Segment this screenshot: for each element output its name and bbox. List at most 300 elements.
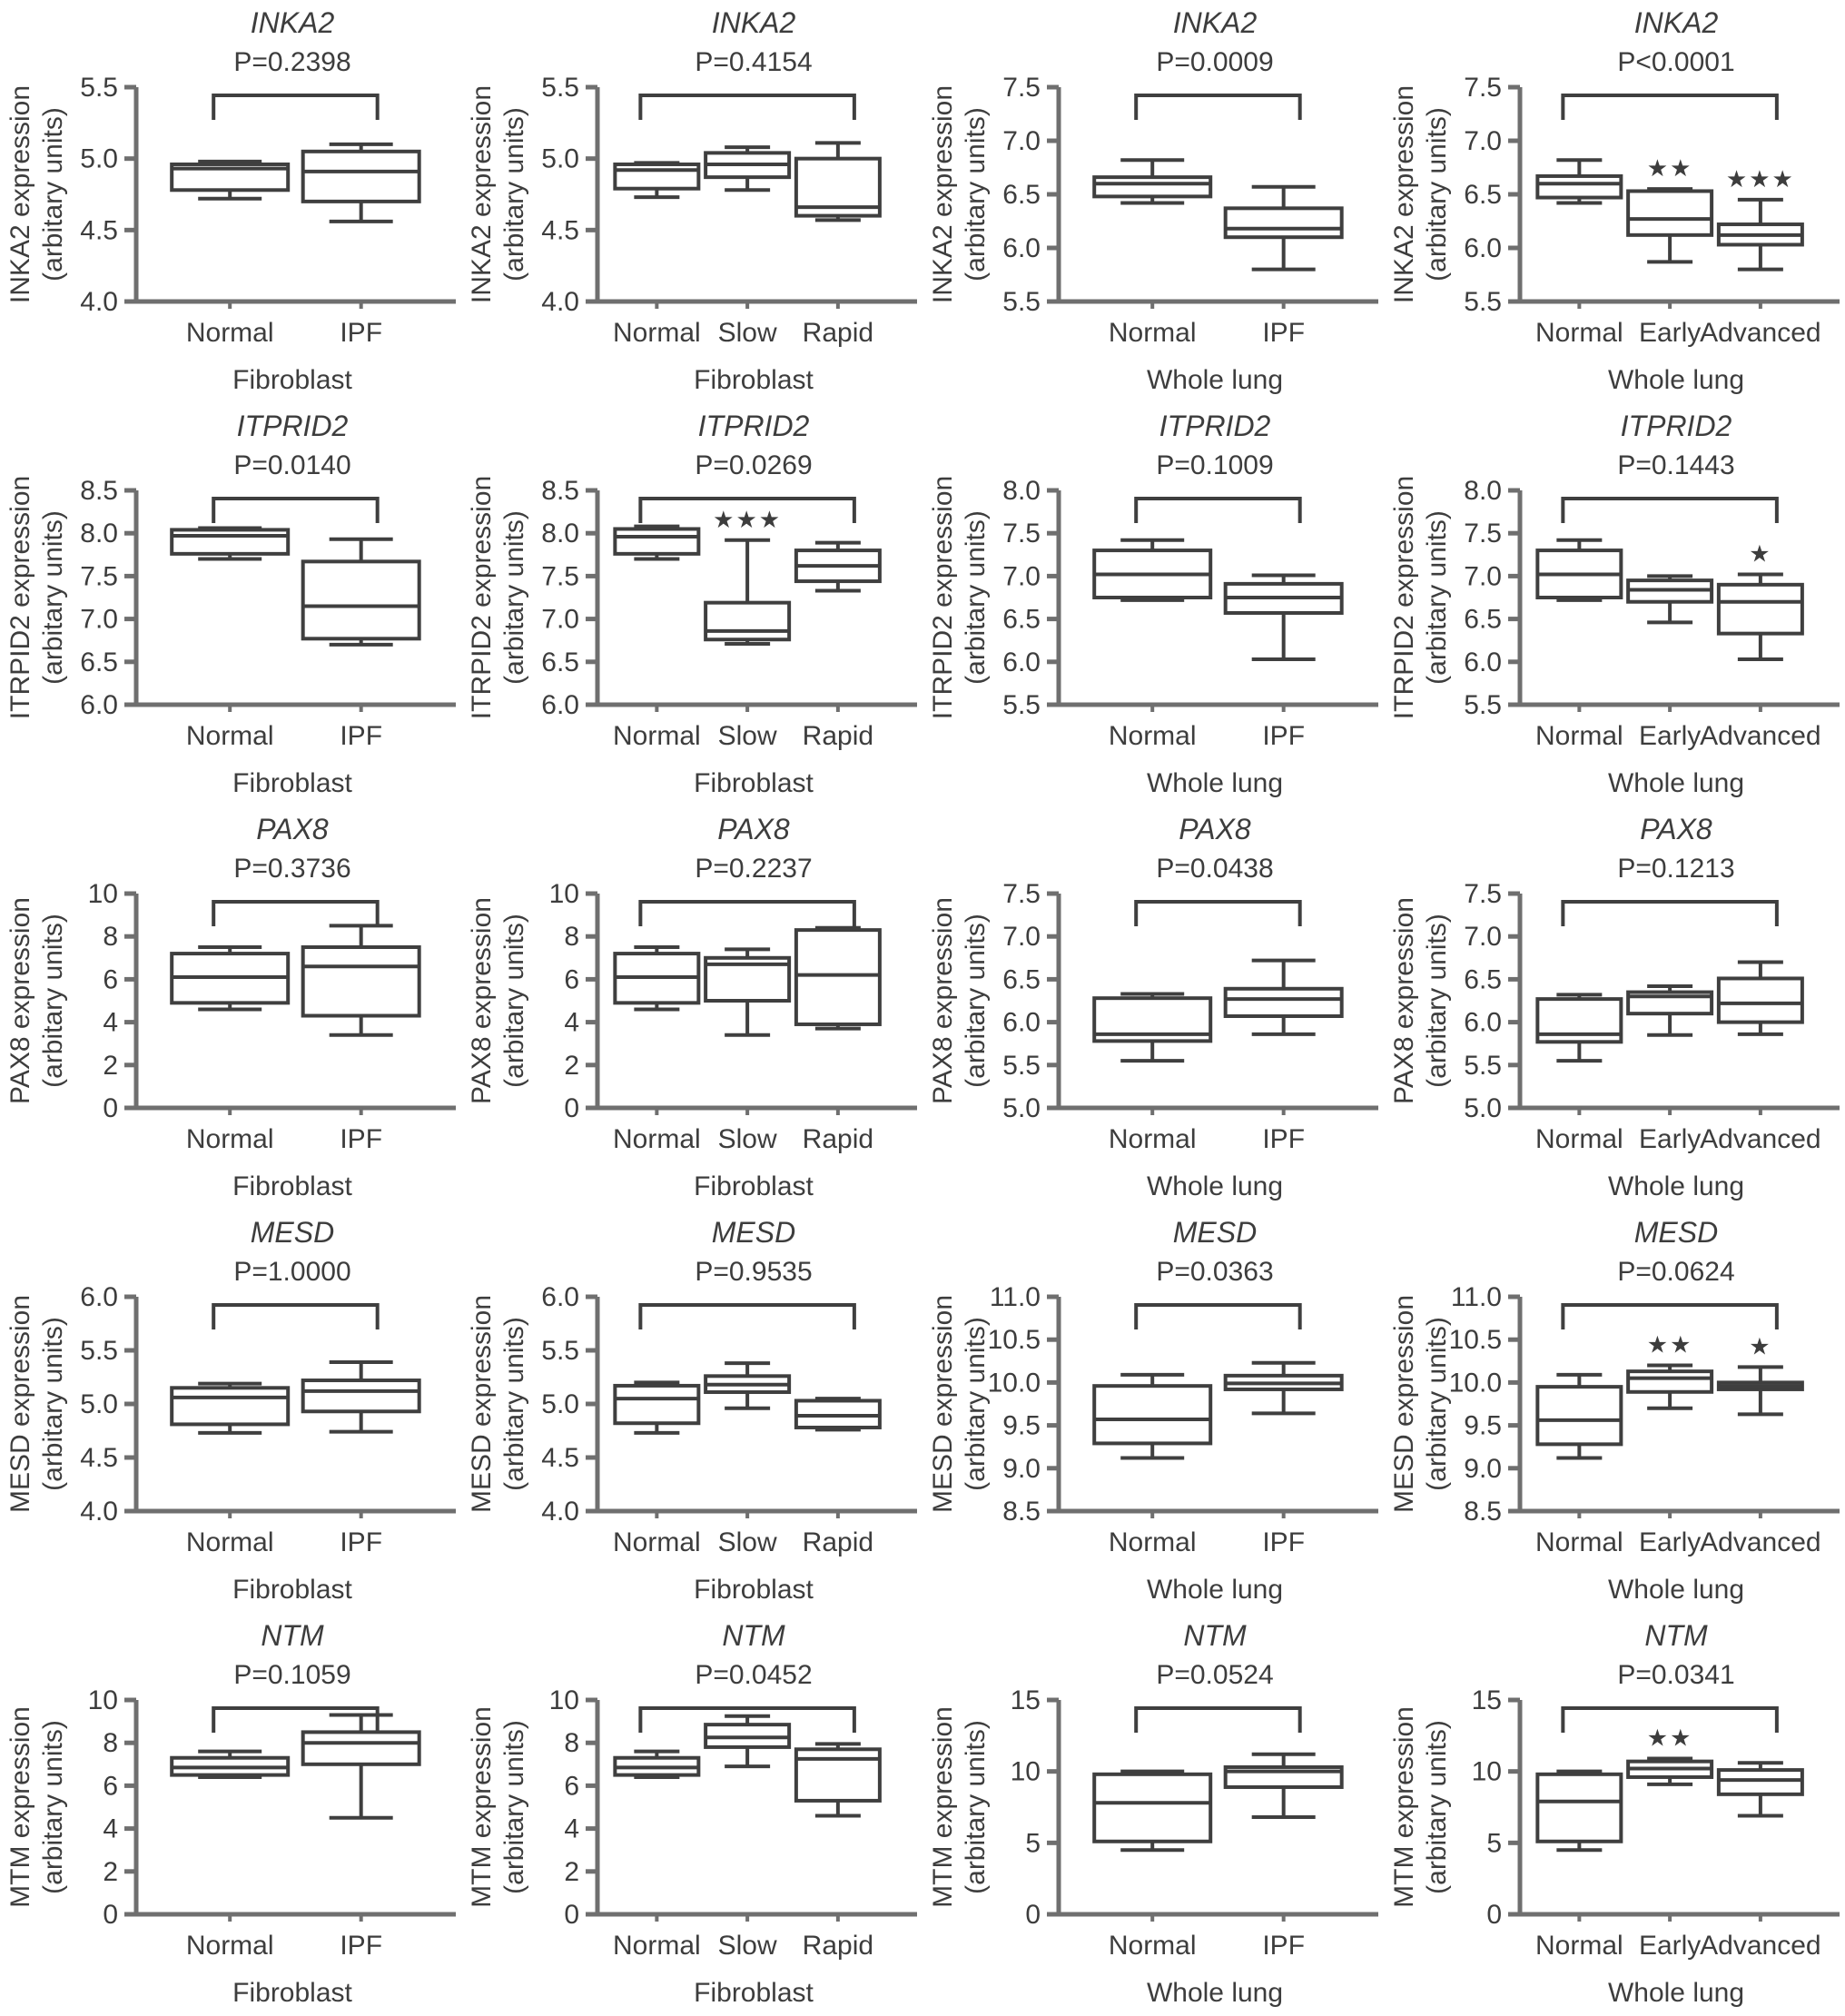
box-group-normal [1537, 1375, 1621, 1458]
group-label: Whole lung [1146, 768, 1284, 798]
y-axis-label: MTM expression [467, 1706, 497, 1908]
box-group-normal [1094, 1375, 1210, 1458]
significance-bracket [213, 1708, 377, 1733]
category-label: Normal [1108, 318, 1197, 348]
y-tick-label: 7.0 [1002, 126, 1041, 156]
category-label: IPF [340, 1527, 383, 1557]
group-label: Fibroblast [694, 1575, 814, 1605]
group-label: Fibroblast [232, 365, 352, 395]
p-value-label: P=0.0341 [1617, 1660, 1735, 1690]
category-label: Normal [185, 721, 274, 751]
y-tick-label: 10.0 [1448, 1368, 1502, 1398]
panel-mesd-whole-lung-15 [1384, 1210, 1845, 1613]
y-tick-label: 6.5 [1464, 604, 1502, 635]
y-tick-label: 10.5 [1448, 1325, 1502, 1356]
significance-bracket [213, 95, 377, 120]
y-tick-label: 6.5 [541, 647, 579, 677]
y-tick-label: 7.5 [1464, 879, 1502, 909]
y-axis-units-label: (arbitary units) [961, 107, 991, 282]
y-axis-units-label: (arbitary units) [38, 510, 68, 685]
y-axis-label: MESD expression [5, 1294, 35, 1514]
y-tick-label: 6.5 [80, 647, 118, 677]
group-label: Fibroblast [694, 768, 814, 798]
y-tick-label: 8.5 [80, 476, 118, 506]
category-label: Advanced [1700, 1527, 1821, 1557]
box-iqr [1719, 585, 1802, 634]
box-group-normal [615, 163, 698, 197]
y-tick-label: 10 [87, 879, 118, 909]
significance-stars: ★★ [1646, 1724, 1693, 1752]
box-group-normal [1094, 1772, 1210, 1851]
group-label: Whole lung [1146, 1978, 1284, 2008]
box-group-slow [705, 506, 789, 644]
box-group-normal [615, 527, 698, 559]
y-tick-label: 4.5 [80, 215, 118, 246]
box-group-slow [705, 1363, 789, 1408]
y-axis-label: MESD expression [467, 1294, 497, 1514]
category-label: Normal [1108, 1124, 1197, 1154]
y-tick-label: 0 [564, 1093, 579, 1123]
category-label: Rapid [802, 318, 874, 348]
y-tick-label: 7.5 [1002, 519, 1041, 549]
category-label: Advanced [1700, 1931, 1821, 1961]
panel-inka2-whole-lung-3 [1384, 0, 1845, 403]
y-tick-label: 10 [1010, 1756, 1041, 1787]
boxplot-svg [922, 806, 1384, 1210]
y-tick-label: 4.0 [541, 287, 579, 317]
box-iqr [1719, 978, 1802, 1022]
boxplot-svg [0, 806, 461, 1210]
category-label: Advanced [1700, 318, 1821, 348]
group-label: Fibroblast [232, 1171, 352, 1201]
y-tick-label: 5.0 [1002, 1093, 1041, 1123]
category-label: Normal [1108, 1527, 1197, 1557]
y-axis-label: INKA2 expression [928, 84, 958, 304]
box-group-normal [615, 947, 698, 1009]
y-tick-label: 7.0 [1464, 561, 1502, 592]
category-label: Normal [185, 318, 274, 348]
plot-title: ITPRID2 [236, 410, 349, 442]
box-group-advanced [1719, 1332, 1802, 1414]
category-label: Normal [613, 1124, 701, 1154]
p-value-label: P=0.9535 [695, 1257, 813, 1287]
significance-stars: ★ [1749, 1332, 1772, 1360]
y-tick-label: 8 [564, 922, 579, 953]
box-group-normal [1537, 994, 1621, 1061]
panel-ntm-whole-lung-19 [1384, 1613, 1845, 2016]
p-value-label: P=0.1443 [1617, 450, 1735, 480]
significance-bracket [1563, 902, 1777, 926]
y-tick-label: 10 [548, 879, 579, 909]
significance-bracket [213, 902, 377, 926]
box-group-normal [172, 162, 288, 199]
significance-bracket [213, 1305, 377, 1329]
y-tick-label: 6 [103, 1771, 118, 1802]
group-label: Fibroblast [232, 1575, 352, 1605]
y-axis-units-label: (arbitary units) [961, 1720, 991, 1894]
box-group-normal [172, 947, 288, 1009]
y-tick-label: 4 [103, 1813, 118, 1844]
category-label: Slow [717, 721, 777, 751]
box-iqr [705, 603, 789, 640]
panel-inka2-fibroblast-0 [0, 0, 461, 403]
category-label: Normal [1108, 721, 1197, 751]
boxplot-svg [461, 806, 922, 1210]
y-tick-label: 8.0 [1002, 476, 1041, 506]
y-tick-label: 6.5 [1002, 964, 1041, 995]
y-tick-label: 4.0 [80, 1497, 118, 1527]
category-label: Advanced [1700, 721, 1821, 751]
plot-title: MESD [1172, 1216, 1258, 1249]
y-tick-label: 7.5 [1002, 879, 1041, 909]
y-axis-label: INKA2 expression [467, 84, 497, 304]
box-group-ipf [1226, 187, 1342, 270]
boxplot-svg [461, 403, 922, 806]
y-axis-label: MESD expression [1389, 1294, 1419, 1514]
group-label: Whole lung [1607, 1575, 1745, 1605]
panel-pax8-whole-lung-10 [922, 806, 1384, 1210]
category-label: IPF [1262, 1931, 1306, 1961]
y-tick-label: 5.0 [541, 1389, 579, 1419]
y-tick-label: 15 [1471, 1685, 1502, 1715]
panel-mesd-fibroblast-12 [0, 1210, 461, 1613]
boxplot-svg [1384, 0, 1845, 403]
y-axis-label: PAX8 expression [928, 897, 958, 1104]
y-axis-units-label: (arbitary units) [961, 914, 991, 1088]
y-tick-label: 2 [103, 1050, 118, 1081]
box-iqr [1628, 191, 1712, 234]
y-tick-label: 6 [103, 964, 118, 995]
category-label: Normal [1108, 1931, 1197, 1961]
y-tick-label: 8.5 [1002, 1497, 1041, 1527]
p-value-label: P=0.2237 [695, 854, 813, 884]
y-axis-label: ITRPID2 expression [467, 475, 497, 720]
y-axis-units-label: (arbitary units) [499, 1317, 529, 1491]
box-group-normal [615, 1752, 698, 1777]
box-group-normal [1537, 1772, 1621, 1851]
significance-stars: ★★ [1646, 1330, 1693, 1359]
panel-itprid2-fibroblast-5 [461, 403, 922, 806]
y-tick-label: 6.0 [1002, 1007, 1041, 1038]
group-label: Fibroblast [694, 1171, 814, 1201]
category-label: Rapid [802, 1527, 874, 1557]
box-iqr [796, 1749, 880, 1801]
box-group-ipf [1226, 1363, 1342, 1414]
box-group-ipf [303, 539, 419, 645]
y-tick-label: 6.0 [1002, 647, 1041, 677]
box-group-ipf [303, 925, 419, 1034]
category-label: IPF [1262, 1124, 1306, 1154]
p-value-label: P=0.0140 [233, 450, 351, 480]
y-tick-label: 4 [103, 1007, 118, 1038]
group-label: Whole lung [1607, 1171, 1745, 1201]
y-tick-label: 5.0 [1464, 1093, 1502, 1123]
box-group-ipf [1226, 961, 1342, 1034]
y-tick-label: 7.0 [541, 604, 579, 635]
significance-bracket [1563, 499, 1777, 523]
significance-bracket [1136, 499, 1299, 523]
plot-title: NTM [1183, 1619, 1247, 1652]
y-axis-label: MESD expression [928, 1294, 958, 1514]
plot-title: PAX8 [1640, 813, 1712, 845]
category-label: Early [1638, 721, 1702, 751]
plot-title: PAX8 [717, 813, 790, 845]
box-group-advanced [1719, 1763, 1802, 1815]
y-tick-label: 6 [564, 1771, 579, 1802]
box-group-ipf [303, 144, 419, 222]
box-group-early [1628, 576, 1712, 622]
y-tick-label: 8.0 [1464, 476, 1502, 506]
box-iqr [1537, 1387, 1621, 1444]
group-label: Fibroblast [232, 768, 352, 798]
boxplot-svg [922, 0, 1384, 403]
significance-bracket [1563, 95, 1777, 120]
box-group-early [1628, 154, 1712, 262]
box-iqr [1094, 177, 1210, 196]
y-axis-units-label: (arbitary units) [499, 1720, 529, 1894]
y-tick-label: 5.5 [1002, 1050, 1041, 1081]
p-value-label: P=0.4154 [695, 47, 813, 77]
significance-bracket [213, 499, 377, 523]
p-value-label: P=0.0363 [1156, 1257, 1274, 1287]
y-axis-label: PAX8 expression [1389, 897, 1419, 1104]
box-group-rapid [796, 928, 880, 1029]
y-tick-label: 4 [564, 1007, 579, 1038]
y-tick-label: 6.0 [80, 690, 118, 720]
category-label: Early [1638, 1124, 1702, 1154]
y-tick-label: 6.0 [541, 1282, 579, 1312]
y-axis-units-label: (arbitary units) [1422, 914, 1452, 1088]
y-tick-label: 6.5 [1464, 964, 1502, 995]
y-axis-label: PAX8 expression [5, 897, 35, 1104]
y-tick-label: 5.5 [80, 1336, 118, 1366]
y-axis-units-label: (arbitary units) [499, 107, 529, 282]
p-value-label: P=0.0269 [695, 450, 813, 480]
p-value-label: P=0.0524 [1156, 1660, 1274, 1690]
box-group-rapid [796, 1398, 880, 1429]
significance-bracket [1563, 1305, 1777, 1329]
box-iqr [615, 1386, 698, 1423]
significance-stars: ★★ [1646, 154, 1693, 183]
p-value-label: P=0.2398 [233, 47, 351, 77]
category-label: Normal [1535, 1931, 1623, 1961]
y-tick-label: 4.0 [80, 287, 118, 317]
boxplot-svg [1384, 1613, 1845, 2016]
category-label: Normal [1535, 721, 1623, 751]
y-tick-label: 8.0 [541, 519, 579, 549]
category-label: IPF [1262, 1527, 1306, 1557]
category-label: Normal [1535, 318, 1623, 348]
p-value-label: P=0.0452 [695, 1660, 813, 1690]
y-axis-units-label: (arbitary units) [499, 510, 529, 685]
y-axis-label: MTM expression [5, 1706, 35, 1908]
y-axis-units-label: (arbitary units) [1422, 1720, 1452, 1894]
y-tick-label: 5.5 [80, 73, 118, 103]
box-group-advanced [1719, 540, 1802, 659]
boxplot-svg [1384, 1210, 1845, 1613]
group-label: Whole lung [1607, 1978, 1745, 2008]
y-tick-label: 0 [1025, 1900, 1041, 1930]
category-label: Early [1638, 318, 1702, 348]
boxplot-svg [461, 0, 922, 403]
box-iqr [172, 529, 288, 553]
box-iqr [796, 930, 880, 1024]
box-iqr [1226, 208, 1342, 237]
y-tick-label: 0 [1486, 1900, 1502, 1930]
y-tick-label: 8 [103, 922, 118, 953]
box-group-ipf [1226, 1754, 1342, 1817]
boxplot-svg [922, 403, 1384, 806]
y-tick-label: 7.5 [1464, 73, 1502, 103]
y-tick-label: 7.0 [1002, 922, 1041, 953]
y-tick-label: 6.5 [1002, 180, 1041, 210]
boxplot-svg [922, 1613, 1384, 2016]
category-label: Slow [717, 1527, 777, 1557]
box-iqr [303, 1380, 419, 1411]
plot-title: PAX8 [1179, 813, 1251, 845]
y-tick-label: 5.5 [1002, 287, 1041, 317]
box-group-rapid [796, 543, 880, 591]
panel-mesd-fibroblast-13 [461, 1210, 922, 1613]
y-tick-label: 7.0 [80, 604, 118, 635]
boxplot-svg [0, 1210, 461, 1613]
significance-bracket [1136, 1305, 1299, 1329]
y-axis-units-label: (arbitary units) [38, 914, 68, 1088]
plot-title: ITPRID2 [697, 410, 810, 442]
y-tick-label: 8.5 [541, 476, 579, 506]
boxplot-svg [922, 1210, 1384, 1613]
y-tick-label: 6.0 [541, 690, 579, 720]
box-iqr [303, 152, 419, 202]
group-label: Whole lung [1607, 365, 1745, 395]
plot-title: ITPRID2 [1159, 410, 1271, 442]
category-label: Slow [717, 318, 777, 348]
category-label: Slow [717, 1124, 777, 1154]
y-tick-label: 4.0 [541, 1497, 579, 1527]
y-axis-label: ITRPID2 expression [928, 475, 958, 720]
panel-ntm-whole-lung-18 [922, 1613, 1384, 2016]
box-iqr [1537, 1774, 1621, 1842]
y-axis-label: INKA2 expression [1389, 84, 1419, 304]
y-axis-label: ITRPID2 expression [5, 475, 35, 720]
significance-stars: ★★★ [1725, 164, 1795, 193]
category-label: Rapid [802, 1931, 874, 1961]
y-axis-label: INKA2 expression [5, 84, 35, 304]
box-group-normal [1537, 540, 1621, 600]
y-tick-label: 0 [564, 1900, 579, 1930]
box-group-early [1628, 1331, 1712, 1408]
p-value-label: P=0.3736 [233, 854, 351, 884]
box-iqr [615, 164, 698, 189]
box-group-slow [705, 949, 789, 1034]
category-label: Normal [185, 1931, 274, 1961]
boxplot-svg [1384, 403, 1845, 806]
group-label: Fibroblast [232, 1978, 352, 2008]
significance-bracket [1136, 902, 1299, 926]
box-iqr [1094, 1774, 1210, 1842]
plot-title: NTM [261, 1619, 324, 1652]
y-tick-label: 8 [103, 1728, 118, 1759]
category-label: Normal [613, 318, 701, 348]
category-label: Advanced [1700, 1124, 1821, 1154]
box-group-normal [1094, 993, 1210, 1061]
y-tick-label: 8.0 [80, 519, 118, 549]
y-tick-label: 4.5 [541, 1443, 579, 1473]
y-tick-label: 6.0 [1464, 233, 1502, 263]
y-tick-label: 5 [1025, 1828, 1041, 1859]
y-tick-label: 0 [103, 1900, 118, 1930]
y-tick-label: 2 [564, 1050, 579, 1081]
box-group-ipf [303, 1362, 419, 1432]
box-group-ipf [1226, 575, 1342, 659]
y-tick-label: 5.0 [541, 143, 579, 174]
y-tick-label: 11.0 [989, 1282, 1041, 1312]
plot-title: MESD [250, 1216, 335, 1249]
plot-title: INKA2 [1172, 6, 1258, 39]
p-value-label: P=1.0000 [233, 1257, 351, 1287]
box-group-slow [705, 1716, 789, 1766]
y-tick-label: 15 [1010, 1685, 1041, 1715]
y-tick-label: 7.5 [1002, 73, 1041, 103]
significance-bracket [640, 1305, 854, 1329]
y-axis-units-label: (arbitary units) [38, 1720, 68, 1894]
box-iqr [615, 529, 698, 553]
panel-inka2-fibroblast-1 [461, 0, 922, 403]
y-axis-label: MTM expression [928, 1706, 958, 1908]
y-tick-label: 6 [564, 964, 579, 995]
box-group-rapid [796, 1744, 880, 1815]
category-label: Rapid [802, 1124, 874, 1154]
significance-bracket [1136, 95, 1299, 120]
y-axis-units-label: (arbitary units) [38, 107, 68, 282]
y-tick-label: 8 [564, 1728, 579, 1759]
box-group-normal [172, 1752, 288, 1777]
category-label: Normal [613, 1931, 701, 1961]
panel-ntm-fibroblast-16 [0, 1613, 461, 2016]
y-tick-label: 5.0 [80, 143, 118, 174]
y-tick-label: 7.5 [541, 561, 579, 592]
y-tick-label: 5.5 [1464, 690, 1502, 720]
p-value-label: P=0.1059 [233, 1660, 351, 1690]
y-tick-label: 9.5 [1464, 1410, 1502, 1441]
boxplot-svg [0, 1613, 461, 2016]
plot-title: INKA2 [711, 6, 796, 39]
y-tick-label: 5.5 [1464, 287, 1502, 317]
box-group-normal [615, 1382, 698, 1432]
plot-title: INKA2 [1633, 6, 1719, 39]
y-axis-units-label: (arbitary units) [961, 510, 991, 685]
plot-title: PAX8 [256, 813, 329, 845]
y-tick-label: 9.0 [1002, 1453, 1041, 1484]
significance-bracket [1136, 1708, 1299, 1733]
box-iqr [303, 1732, 419, 1764]
box-group-normal [1537, 160, 1621, 203]
box-group-rapid [796, 143, 880, 220]
group-label: Whole lung [1146, 365, 1284, 395]
boxplot-svg [461, 1613, 922, 2016]
category-label: IPF [1262, 318, 1306, 348]
y-tick-label: 0 [103, 1093, 118, 1123]
y-tick-label: 2 [564, 1856, 579, 1887]
panel-pax8-fibroblast-8 [0, 806, 461, 1210]
panel-itprid2-fibroblast-4 [0, 403, 461, 806]
p-value-label: P=0.1213 [1617, 854, 1735, 884]
category-label: IPF [340, 721, 383, 751]
p-value-label: P=0.0438 [1156, 854, 1274, 884]
category-label: Normal [1535, 1124, 1623, 1154]
significance-bracket [640, 902, 854, 926]
y-tick-label: 4.5 [541, 215, 579, 246]
